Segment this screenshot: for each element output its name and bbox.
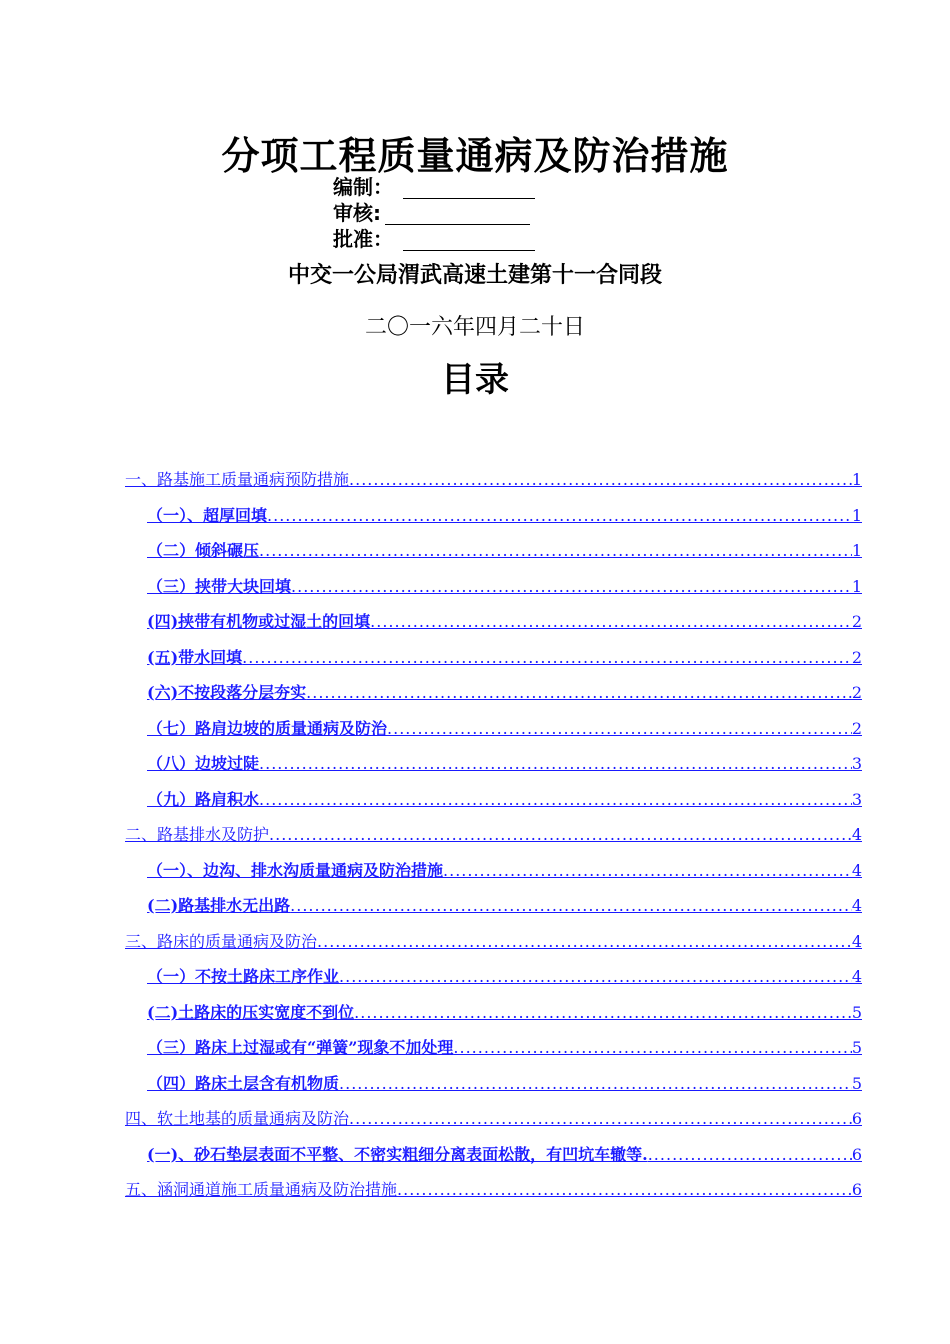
toc-leader-dots [290, 896, 852, 916]
toc-entry-page: 2 [851, 718, 862, 738]
signoff-reviewed [333, 201, 530, 225]
toc-entry[interactable] [147, 608, 862, 632]
toc-entry[interactable] [147, 1141, 862, 1165]
toc-entry[interactable] [147, 1070, 862, 1094]
toc-entry[interactable] [125, 1176, 862, 1200]
signoff-approved-label: 批准： [333, 227, 393, 251]
signoff-compiled-line [403, 178, 535, 199]
toc-leader-dots [387, 719, 852, 739]
toc-entry-title: (二)路基排水无出路 [147, 896, 291, 915]
toc-entry-title: （三）路床上过湿或有“弹簧”现象不加处理 [147, 1038, 454, 1057]
toc-entry-title: (四)挟带有机物或过湿土的回填 [147, 612, 371, 631]
toc-entry-page: 4 [851, 896, 862, 915]
toc-leader-dots [349, 470, 852, 490]
signoff-approved [333, 227, 535, 251]
toc-entry-title: （一）不按土路床工序作业 [147, 967, 340, 986]
signoff-reviewed-label: 审核: [333, 201, 381, 225]
toc-entry-title: （二）倾斜碾压 [147, 541, 260, 560]
toc-entry-page: 4 [851, 931, 862, 951]
document-date: 二〇一六年四月二十日 [364, 315, 585, 340]
toc-leader-dots [259, 541, 852, 561]
toc-leader-dots [453, 1038, 851, 1058]
toc-entry[interactable] [125, 821, 862, 845]
toc-entry[interactable] [147, 715, 862, 739]
toc-leader-dots [397, 1180, 852, 1200]
toc-entry-title: （一）、边沟、排水沟质量通病及防治措施 [147, 860, 444, 880]
toc-leader-dots [267, 506, 852, 526]
toc-leader-dots [317, 932, 852, 952]
toc-leader-dots [349, 1109, 852, 1129]
toc-leader-dots [339, 967, 852, 987]
document-title: 分项工程质量通病及防治措施 [221, 133, 729, 178]
toc-entry-page: 1 [851, 470, 862, 489]
toc-entry-page: 3 [851, 789, 862, 809]
toc-entry[interactable] [125, 1105, 862, 1129]
toc-entry-page: 1 [851, 576, 862, 596]
toc-entry-title: (一)、砂石垫层表面不平整、不密实粗细分离表面松散，有凹坑车辙等. [147, 1144, 648, 1164]
signoff-compiled [333, 175, 535, 199]
signoff-approved-line [403, 230, 535, 251]
toc-leader-dots [242, 648, 852, 668]
toc-entry[interactable] [147, 892, 862, 916]
toc-leader-dots [354, 1003, 852, 1023]
organization-name: 中交一公局渭武高速土建第十一合同段 [287, 263, 662, 288]
toc-leader-dots [269, 825, 852, 845]
toc-entry-page: 3 [851, 754, 862, 773]
toc-entry-title: 四、软土地基的质量通病及防治 [125, 1109, 350, 1128]
toc-entry[interactable] [147, 999, 862, 1023]
signoff-compiled-label: 编制： [333, 175, 393, 199]
toc-entry-title: （八）边坡过陡 [147, 754, 260, 773]
toc-leader-dots [443, 861, 852, 881]
toc-leader-dots [291, 577, 852, 597]
signoff-reviewed-line [385, 204, 530, 225]
toc-entry-title: (六)不按段落分层夯实 [147, 683, 307, 702]
toc-entry-page: 2 [851, 683, 862, 702]
toc-entry-page: 4 [851, 967, 862, 986]
toc-entry-title: 三、路床的质量通病及防治 [125, 931, 318, 951]
toc-leader-dots [648, 1145, 852, 1165]
toc-entry-page: 4 [851, 825, 862, 844]
toc-entry-title: 二、路基排水及防护 [125, 825, 270, 844]
toc-entry[interactable] [125, 928, 862, 952]
toc-entry-title: (二)土路床的压实宽度不到位 [147, 1002, 355, 1022]
toc-entry[interactable] [147, 502, 862, 526]
toc-entry-page: 1 [851, 541, 862, 560]
toc-entry-title: 一、路基施工质量通病预防措施 [125, 470, 350, 489]
toc-entry-title: （七）路肩边坡的质量通病及防治 [147, 718, 388, 738]
toc-entry[interactable] [147, 537, 862, 561]
toc-entry[interactable] [147, 963, 862, 987]
toc-entry[interactable] [147, 679, 862, 703]
toc-entry[interactable] [125, 466, 862, 490]
toc-leader-dots [306, 683, 852, 703]
toc-entry-page: 5 [851, 1073, 862, 1093]
toc-entry-title: (五)带水回填 [147, 647, 243, 667]
toc-entry-page: 6 [851, 1109, 862, 1128]
toc-leader-dots [370, 612, 852, 632]
toc-entry-title: （一）、超厚回填 [147, 505, 268, 525]
toc-entry-page: 1 [851, 505, 862, 525]
toc-entry[interactable] [147, 573, 862, 597]
toc-entry-title: （九）路肩积水 [147, 789, 260, 809]
toc-entry-title: （四）路床土层含有机物质 [147, 1073, 340, 1093]
toc-entry-title: （三）挟带大块回填 [147, 576, 292, 596]
toc-entry-page: 6 [851, 1180, 862, 1199]
toc-entry-page: 4 [851, 860, 862, 880]
toc-entry[interactable] [147, 750, 862, 774]
toc-entry[interactable] [147, 786, 862, 810]
toc-entry-page: 2 [851, 612, 862, 631]
toc-leader-dots [339, 1074, 852, 1094]
toc-entry-page: 2 [851, 647, 862, 667]
toc-entry-page: 5 [851, 1002, 862, 1022]
toc-entry-page: 5 [851, 1038, 862, 1057]
toc-entry-title: 五、涵洞通道施工质量通病及防治措施 [125, 1180, 398, 1199]
toc-entry[interactable] [147, 857, 862, 881]
toc-heading: 目录 [441, 360, 509, 400]
toc-entry-page: 6 [851, 1144, 862, 1164]
toc-entry[interactable] [147, 644, 862, 668]
toc-entry[interactable] [147, 1034, 862, 1058]
toc-leader-dots [259, 790, 852, 810]
toc-leader-dots [259, 754, 852, 774]
